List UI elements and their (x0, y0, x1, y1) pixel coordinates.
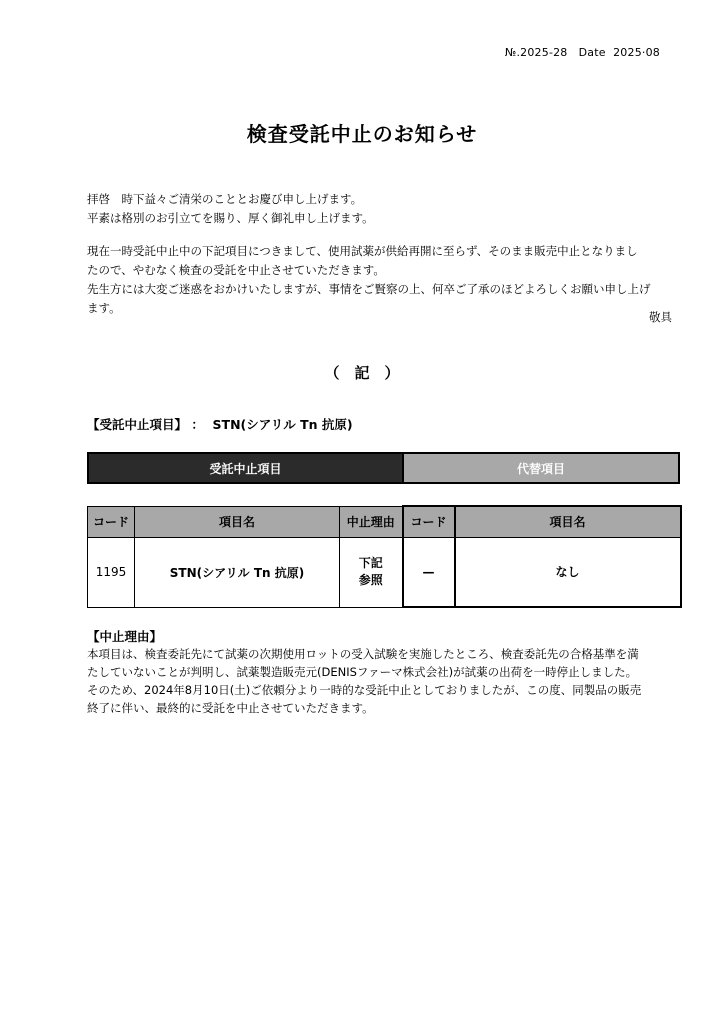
notice-paragraph (87, 242, 677, 318)
reason-text-line: 本項目は、検査委託先にて試薬の次期使用ロットの受入試験を実施したところ、検査委託先の合格基準を満 (87, 647, 639, 661)
date-value: 2025·08 (613, 46, 660, 59)
reason-text-line: たしていないことが判明し、試薬製造販売元(DENISファーマ株式会社)が試薬の出荷を一時停止しました。 (87, 665, 638, 679)
reason-paragraph (87, 645, 679, 717)
reason-text-line: そのため、2024年8月10日(土)ご依頼分より一時的な受託中止としておりましたが、この度、同製品の販売 (87, 683, 642, 697)
table-row (88, 537, 681, 607)
greeting-paragraph (87, 190, 677, 228)
notice-line: たので、やむなく検査の受託を中止させていただきます。 (87, 263, 385, 277)
page-title: 検査受託中止のお知らせ (246, 122, 478, 146)
doc-number: №.2025-28 (504, 46, 568, 59)
cell-alt-item-name: なし (455, 537, 681, 607)
reason-line: 参照 (358, 573, 383, 587)
greeting-line: 平素は格別のお引立てを賜り、厚く御礼申し上げます。 (87, 211, 374, 225)
reason-heading: 【中止理由】 (87, 629, 163, 644)
ki-heading: （ 記 ） (324, 364, 400, 382)
discontinued-item-heading: 【受託中止項目】 ： STN(シアリル Tn 抗原) (87, 417, 353, 432)
table-header-row (88, 506, 681, 537)
cell-alt-code: — (403, 537, 455, 607)
reason-text-line: 終了に伴い、最終的に受託を中止させていただきます。 (87, 701, 374, 715)
greeting-line: 拝啓 時下益々ご清栄のこととお慶び申し上げます。 (87, 192, 363, 206)
item-tab-bar (87, 452, 680, 484)
notice-line: ます。 (87, 301, 121, 315)
notice-line: 現在一時受託中止中の下記項目につきまして、使用試薬が供給再開に至らず、そのまま販売中止となりまし (87, 244, 638, 258)
header-code: コード (88, 506, 135, 537)
header-reason: 中止理由 (340, 506, 403, 537)
tab-discontinued-items: 受託中止項目 (89, 454, 404, 482)
closing-word: 敬具 (649, 310, 672, 324)
cell-item-name: STN(シアリル Tn 抗原) (135, 537, 340, 607)
header-item-name: 項目名 (135, 506, 340, 537)
header-alt-code: コード (403, 506, 455, 537)
document-number (505, 46, 660, 59)
notice-line: 先生方には大変ご迷惑をおかけいたしますが、事情をご賢察の上、何卒ご了承のほどよろしくお願い申し上げ (87, 282, 651, 296)
cell-code: 1195 (88, 537, 135, 607)
header-alt-item-name: 項目名 (455, 506, 681, 537)
tab-alternative-items: 代替項目 (404, 454, 678, 482)
reason-line: 下記 (358, 556, 383, 570)
item-table (87, 505, 682, 608)
date-label: Date (578, 46, 606, 59)
cell-reason (340, 537, 403, 607)
